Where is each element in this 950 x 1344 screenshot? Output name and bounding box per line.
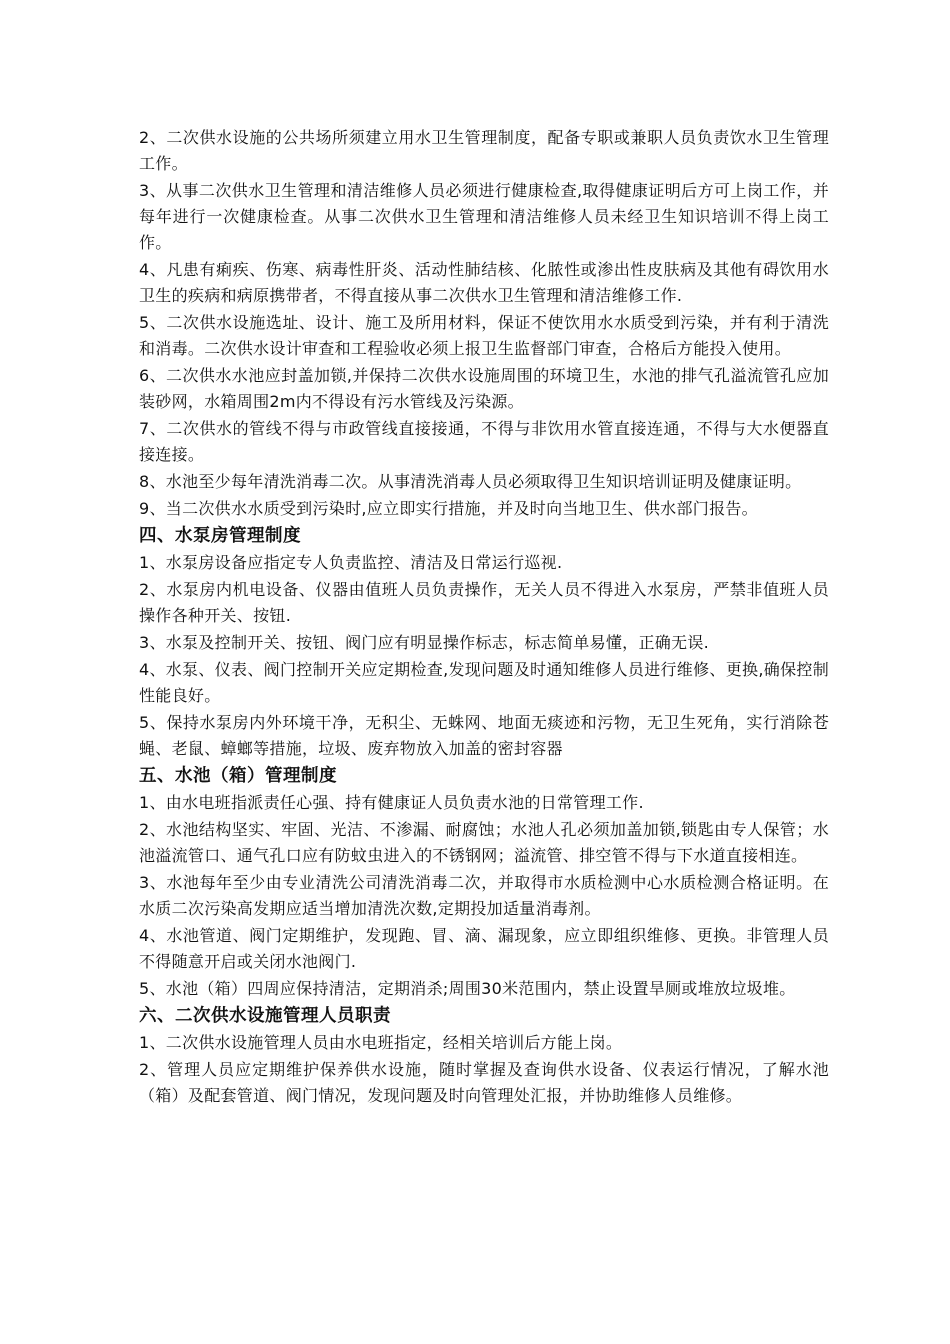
document-page [139, 125, 829, 1109]
section-heading-staff-duties: 六、二次供水设施管理人员职责 [139, 1006, 391, 1026]
paragraph: 5、保持水泵房内外环境干净，无积尘、无蛛网、地面无痰迹和污物，无卫生死角，实行消除苍蝇、老鼠、蟑螂等措施，垃圾、废弃物放入加盖的密封容器 [139, 713, 829, 758]
paragraph: 1、由水电班指派责任心强、持有健康证人员负责水池的日常管理工作. [139, 793, 644, 812]
pump-room-items [139, 550, 829, 762]
water-tank-items [139, 790, 829, 1002]
paragraph: 3、从事二次供水卫生管理和清洁维修人员必须进行健康检查,取得健康证明后方可上岗工作，并每年进行一次健康检查。从事二次供水卫生管理和清洁维修人员未经卫生知识培训不得上岗工作。 [139, 181, 829, 252]
paragraph: 2、二次供水设施的公共场所须建立用水卫生管理制度，配备专职或兼职人员负责饮水卫生管理工作。 [139, 128, 829, 173]
paragraph: 6、二次供水水池应封盖加锁,并保持二次供水设施周围的环境卫生，水池的排气孔溢流管孔应加装砂网，水箱周围2m内不得设有污水管线及污染源。 [139, 366, 829, 411]
paragraph: 8、水池至少每年清洗消毒二次。从事清洗消毒人员必须取得卫生知识培训证明及健康证明。 [139, 472, 802, 491]
paragraph: 3、水池每年至少由专业清洗公司清洗消毒二次，并取得市水质检测中心水质检测合格证明。在水质二次污染高发期应适当增加清洗次数,定期投加适量消毒剂。 [139, 873, 829, 918]
paragraph: 2、管理人员应定期维护保养供水设施，随时掌握及查询供水设备、仪表运行情况，了解水池（箱）及配套管道、阀门情况，发现问题及时向管理处汇报，并协助维修人员维修。 [139, 1060, 829, 1105]
paragraph: 7、二次供水的管线不得与市政管线直接接通，不得与非饮用水管直接连通，不得与大水便器直接连接。 [139, 419, 829, 464]
staff-duties-items [139, 1030, 829, 1109]
paragraph: 1、水泵房设备应指定专人负责监控、清洁及日常运行巡视. [139, 553, 563, 572]
paragraph: 2、水池结构坚实、牢固、光洁、不渗漏、耐腐蚀；水池人孔必须加盖加锁,锁匙由专人保管；水池溢流管口、通气孔口应有防蚊虫进入的不锈钢网；溢流管、排空管不得与下水道直接相连。 [139, 820, 829, 865]
paragraph: 5、水池（箱）四周应保持清洁，定期消杀;周围30米范围内，禁止设置旱厕或堆放垃圾堆。 [139, 979, 796, 998]
section-heading-water-tank: 五、水池（箱）管理制度 [139, 766, 337, 786]
paragraph: 4、水泵、仪表、阀门控制开关应定期检查,发现问题及时通知维修人员进行维修、更换,确保控制性能良好。 [139, 660, 829, 705]
section-heading-pump-room: 四、水泵房管理制度 [139, 526, 301, 546]
paragraph: 4、凡患有痢疾、伤寒、病毒性肝炎、活动性肺结核、化脓性或渗出性皮肤病及其他有碍饮用水卫生的疾病和病原携带者，不得直接从事二次供水卫生管理和清洁维修工作. [139, 260, 829, 305]
paragraph: 4、水池管道、阀门定期维护，发现跑、冒、滴、漏现象，应立即组织维修、更换。非管理人员不得随意开启或关闭水池阀门. [139, 926, 829, 971]
paragraph: 2、水泵房内机电设备、仪器由值班人员负责操作，无关人员不得进入水泵房，严禁非值班人员操作各种开关、按钮. [139, 580, 829, 625]
paragraph: 5、二次供水设施选址、设计、施工及所用材料，保证不使饮用水水质受到污染，并有利于清洗和消毒。二次供水设计审查和工程验收必须上报卫生监督部门审查，合格后方能投入使用。 [139, 313, 829, 358]
intro-items [139, 125, 829, 522]
paragraph: 9、当二次供水水质受到污染时,应立即实行措施，并及时向当地卫生、供水部门报告。 [139, 499, 758, 518]
paragraph: 3、水泵及控制开关、按钮、阀门应有明显操作标志，标志简单易懂，正确无误. [139, 633, 710, 652]
paragraph: 1、二次供水设施管理人员由水电班指定，经相关培训后方能上岗。 [139, 1033, 623, 1052]
